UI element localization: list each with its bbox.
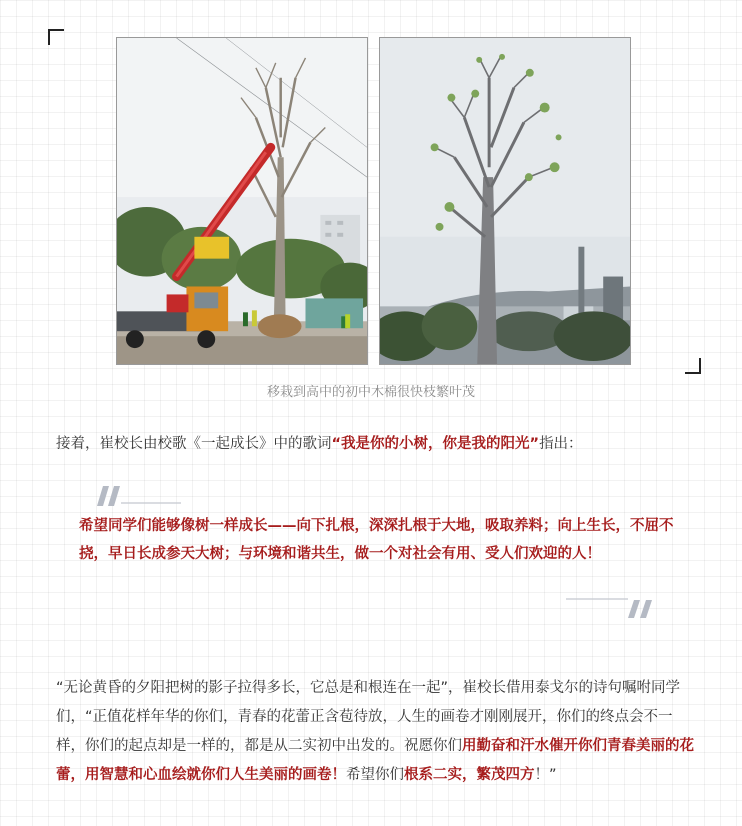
closing-paragraph xyxy=(56,674,696,790)
double-quote-mark-icon xyxy=(97,486,181,508)
photo-tree-leafing xyxy=(379,37,631,365)
photo-caption: 移栽到高中的初中木棉很快枝繁叶茂 xyxy=(266,385,475,400)
photo-tree-transplant-crane xyxy=(116,37,368,365)
corner-bracket-top-left xyxy=(48,29,64,45)
corner-bracket-bottom-right xyxy=(685,358,701,374)
quote-block-text: 希望同学们能够像树一样成长——向下扎根，深深扎根于大地，吸取养料；向上生长，不屈不挠，早日长成参天大树；与环境和谐共生，做一个对社会有用、受人们欢迎的人！ xyxy=(79,518,674,562)
closing-highlight-2: 根系二实，繁茂四方 xyxy=(404,767,535,783)
closing-text-2: 希望你们 xyxy=(346,767,404,783)
closing-text-3: ！” xyxy=(534,767,557,783)
closing-text-1: “无论黄昏的夕阳把树的影子拉得多长，它总是和根连在一起”，崔校长借用泰戈尔的诗句嘱咐同学们，“正值花样年华的你们，青春的花蕾正含苞待放，人生的画卷才刚刚展开，你们的终点会不一样，你们的起点却是一样的，都是从二实初中出发的。祝愿你们 xyxy=(56,680,681,754)
intro-text: 接着，崔校长由校歌《一起成长》中的歌词 xyxy=(56,436,332,452)
intro-text-end: 指出： xyxy=(539,436,583,452)
closing-highlight-1: 用勤奋和汗水催开你们青春美丽的花蕾，用智慧和心血绘就你们人生美丽的画卷！ xyxy=(56,738,694,783)
song-lyric-highlight: “我是你的小树，你是我的阳光” xyxy=(331,436,540,452)
intro-paragraph xyxy=(56,433,706,455)
double-quote-mark-icon xyxy=(566,596,652,620)
